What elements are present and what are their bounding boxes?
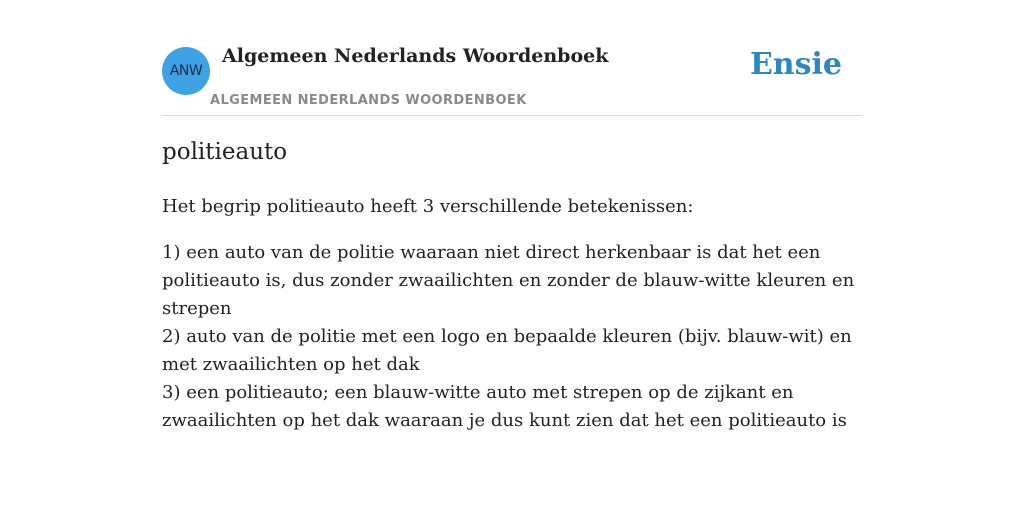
source-header bbox=[162, 0, 862, 116]
ensie-brand-link[interactable]: Ensie bbox=[749, 47, 842, 82]
page bbox=[162, 0, 862, 512]
meaning-item: 2) auto van de politie met een logo en bepaalde kleuren (bijv. blauw-wit) en met zwaailichten op het dak bbox=[162, 326, 852, 375]
source-subtitle: ALGEMEEN NEDERLANDS WOORDENBOEK bbox=[210, 93, 527, 108]
meaning-item: 3) een politieauto; een blauw-witte auto met strepen op de zijkant en zwaailichten op het dak waaraan je dus kunt zien dat het een politieauto is bbox=[162, 382, 847, 431]
entry-term: politieauto bbox=[162, 139, 288, 165]
meanings-list bbox=[162, 239, 862, 435]
source-title[interactable]: Algemeen Nederlands Woordenboek bbox=[222, 45, 609, 67]
meaning-item: 1) een auto van de politie waaraan niet direct herkenbaar is dat het een politieauto is, dus zonder zwaailichten en zonder de blauw-witte kleuren en strepen bbox=[162, 242, 855, 319]
entry-intro: Het begrip politieauto heeft 3 verschillende betekenissen: bbox=[162, 196, 694, 217]
anw-logo-text: ANW bbox=[169, 63, 203, 79]
anw-logo[interactable] bbox=[162, 47, 210, 95]
